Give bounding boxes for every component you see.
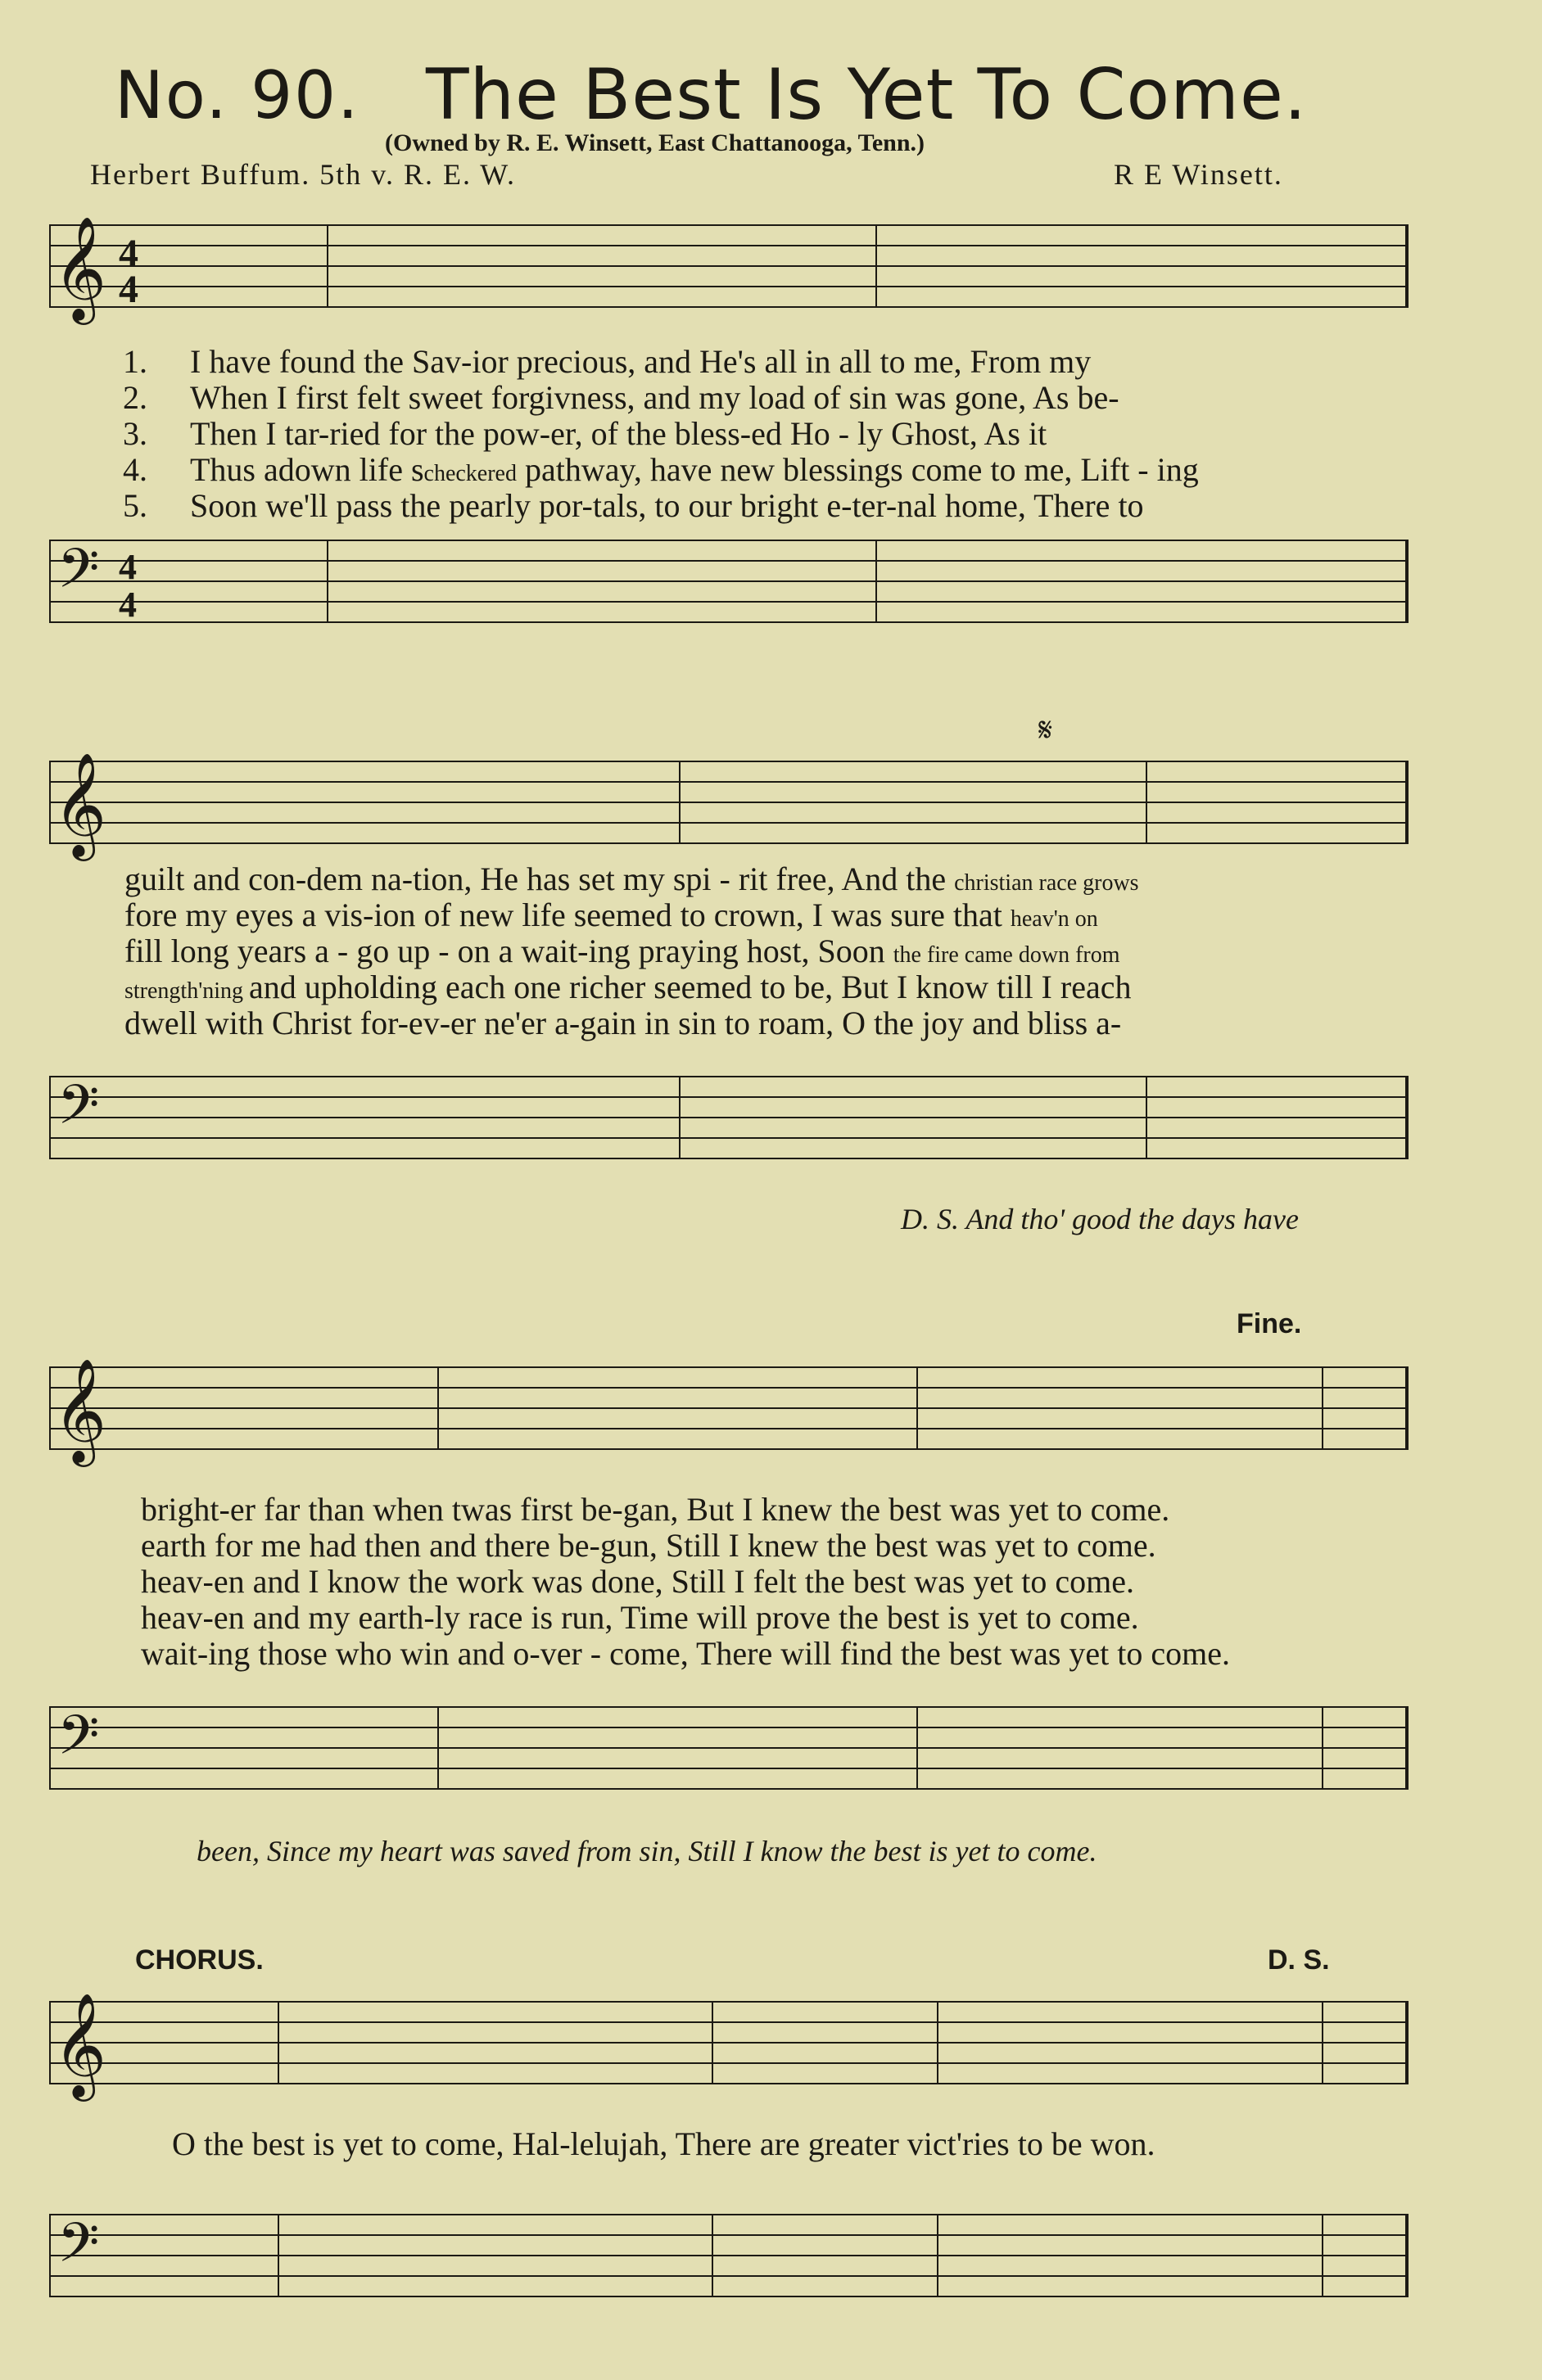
bass-staff-2	[49, 1064, 1409, 1171]
svg-text:𝄞: 𝄞	[53, 217, 107, 320]
verse-3-line: heav-en and I know the work was done, Still I felt the best was yet to come.	[141, 1563, 1135, 1600]
verse-3-line: fill long years a - go up - on a wait-ing praying host, Soon the fire came down from	[124, 933, 1120, 969]
ds-lyric-line: D. S. And tho' good the days have	[901, 1203, 1299, 1235]
verse-number: 4.	[123, 451, 147, 488]
ownership-note: (Owned by R. E. Winsett, East Chattanooga, Tenn.)	[385, 129, 925, 156]
verse-1-line: bright-er far than when twas first be-gan, But I knew the best was yet to come.	[141, 1491, 1170, 1528]
verse-5-line: dwell with Christ for-ev-er ne'er a-gain in sin to roam, O the joy and bliss a-	[124, 1005, 1122, 1041]
verse-1-line: I have found the Sav-ior precious, and He's all in all to me, From my	[190, 343, 1092, 380]
segno-sign: 𝄋	[1038, 711, 1053, 748]
verse-2-line: fore my eyes a vis-ion of new life seemed to crown, I was sure that heav'n on	[124, 896, 1098, 933]
verse-4-line: Thus adown life scheckered pathway, have new blessings come to me, Lift - ing	[190, 451, 1199, 488]
chorus-label: CHORUS.	[135, 1944, 264, 1976]
ds-lyric-line: been, Since my heart was saved from sin, Still I know the best is yet to come.	[197, 1835, 1097, 1867]
svg-text:𝄢: 𝄢	[57, 537, 100, 613]
fine-marker: Fine.	[1237, 1308, 1302, 1339]
svg-text:4: 4	[119, 268, 138, 311]
verse-4-line: heav-en and my earth-ly race is run, Time will prove the best is yet to come.	[141, 1599, 1139, 1636]
verse-2-line: When I first felt sweet forgivness, and my load of sin was gone, As be-	[190, 379, 1119, 416]
bass-staff-chorus	[49, 2202, 1409, 2317]
svg-text:𝄞: 𝄞	[53, 1357, 107, 1462]
verse-number: 5.	[123, 487, 147, 524]
treble-staff-2	[49, 737, 1409, 868]
verse-4-line: strength'ning and upholding each one richer seemed to be, But I know till I reach	[124, 969, 1132, 1005]
svg-text:𝄢: 𝄢	[57, 1704, 100, 1780]
svg-text:𝄞: 𝄞	[53, 752, 107, 856]
verse-number: 1.	[123, 343, 147, 380]
svg-text:𝄞: 𝄞	[53, 1992, 107, 2097]
hymn-title: The Best Is Yet To Come.	[426, 54, 1308, 136]
bass-staff-3	[49, 1695, 1409, 1801]
verse-5-line: Soon we'll pass the pearly por-tals, to our bright e-ter-nal home, There to	[190, 487, 1144, 524]
hymn-number: No. 90.	[115, 57, 360, 133]
svg-text:4: 4	[119, 232, 138, 275]
verse-number: 2.	[123, 379, 147, 416]
svg-text:𝄢: 𝄢	[57, 2211, 100, 2287]
treble-staff-3	[49, 1343, 1409, 1474]
treble-staff-1	[49, 217, 1409, 348]
verse-3-line: Then I tar-ried for the pow-er, of the bless-ed Ho - ly Ghost, As it	[190, 415, 1047, 452]
verse-2-line: earth for me had then and there be-gun, Still I knew the best was yet to come.	[141, 1527, 1156, 1564]
composer-credit: R E Winsett.	[1114, 158, 1283, 191]
bass-staff-1	[49, 528, 1409, 635]
chorus-line: O the best is yet to come, Hal-lelujah, There are greater vict'ries to be won.	[172, 2125, 1155, 2162]
svg-text:4: 4	[119, 585, 137, 625]
verse-5-line: wait-ing those who win and o-ver - come, There will find the best was yet to come.	[141, 1635, 1231, 1672]
ds-marker: D. S.	[1268, 1944, 1330, 1976]
verse-1-line: guilt and con-dem na-tion, He has set my spi - rit free, And the christian race grows	[124, 860, 1139, 897]
verse-number: 3.	[123, 415, 147, 452]
svg-text:4: 4	[119, 547, 137, 587]
lyricist-credit: Herbert Buffum. 5th v. R. E. W.	[90, 158, 516, 191]
svg-text:𝄢: 𝄢	[57, 1073, 100, 1149]
treble-staff-chorus	[49, 1981, 1409, 2104]
